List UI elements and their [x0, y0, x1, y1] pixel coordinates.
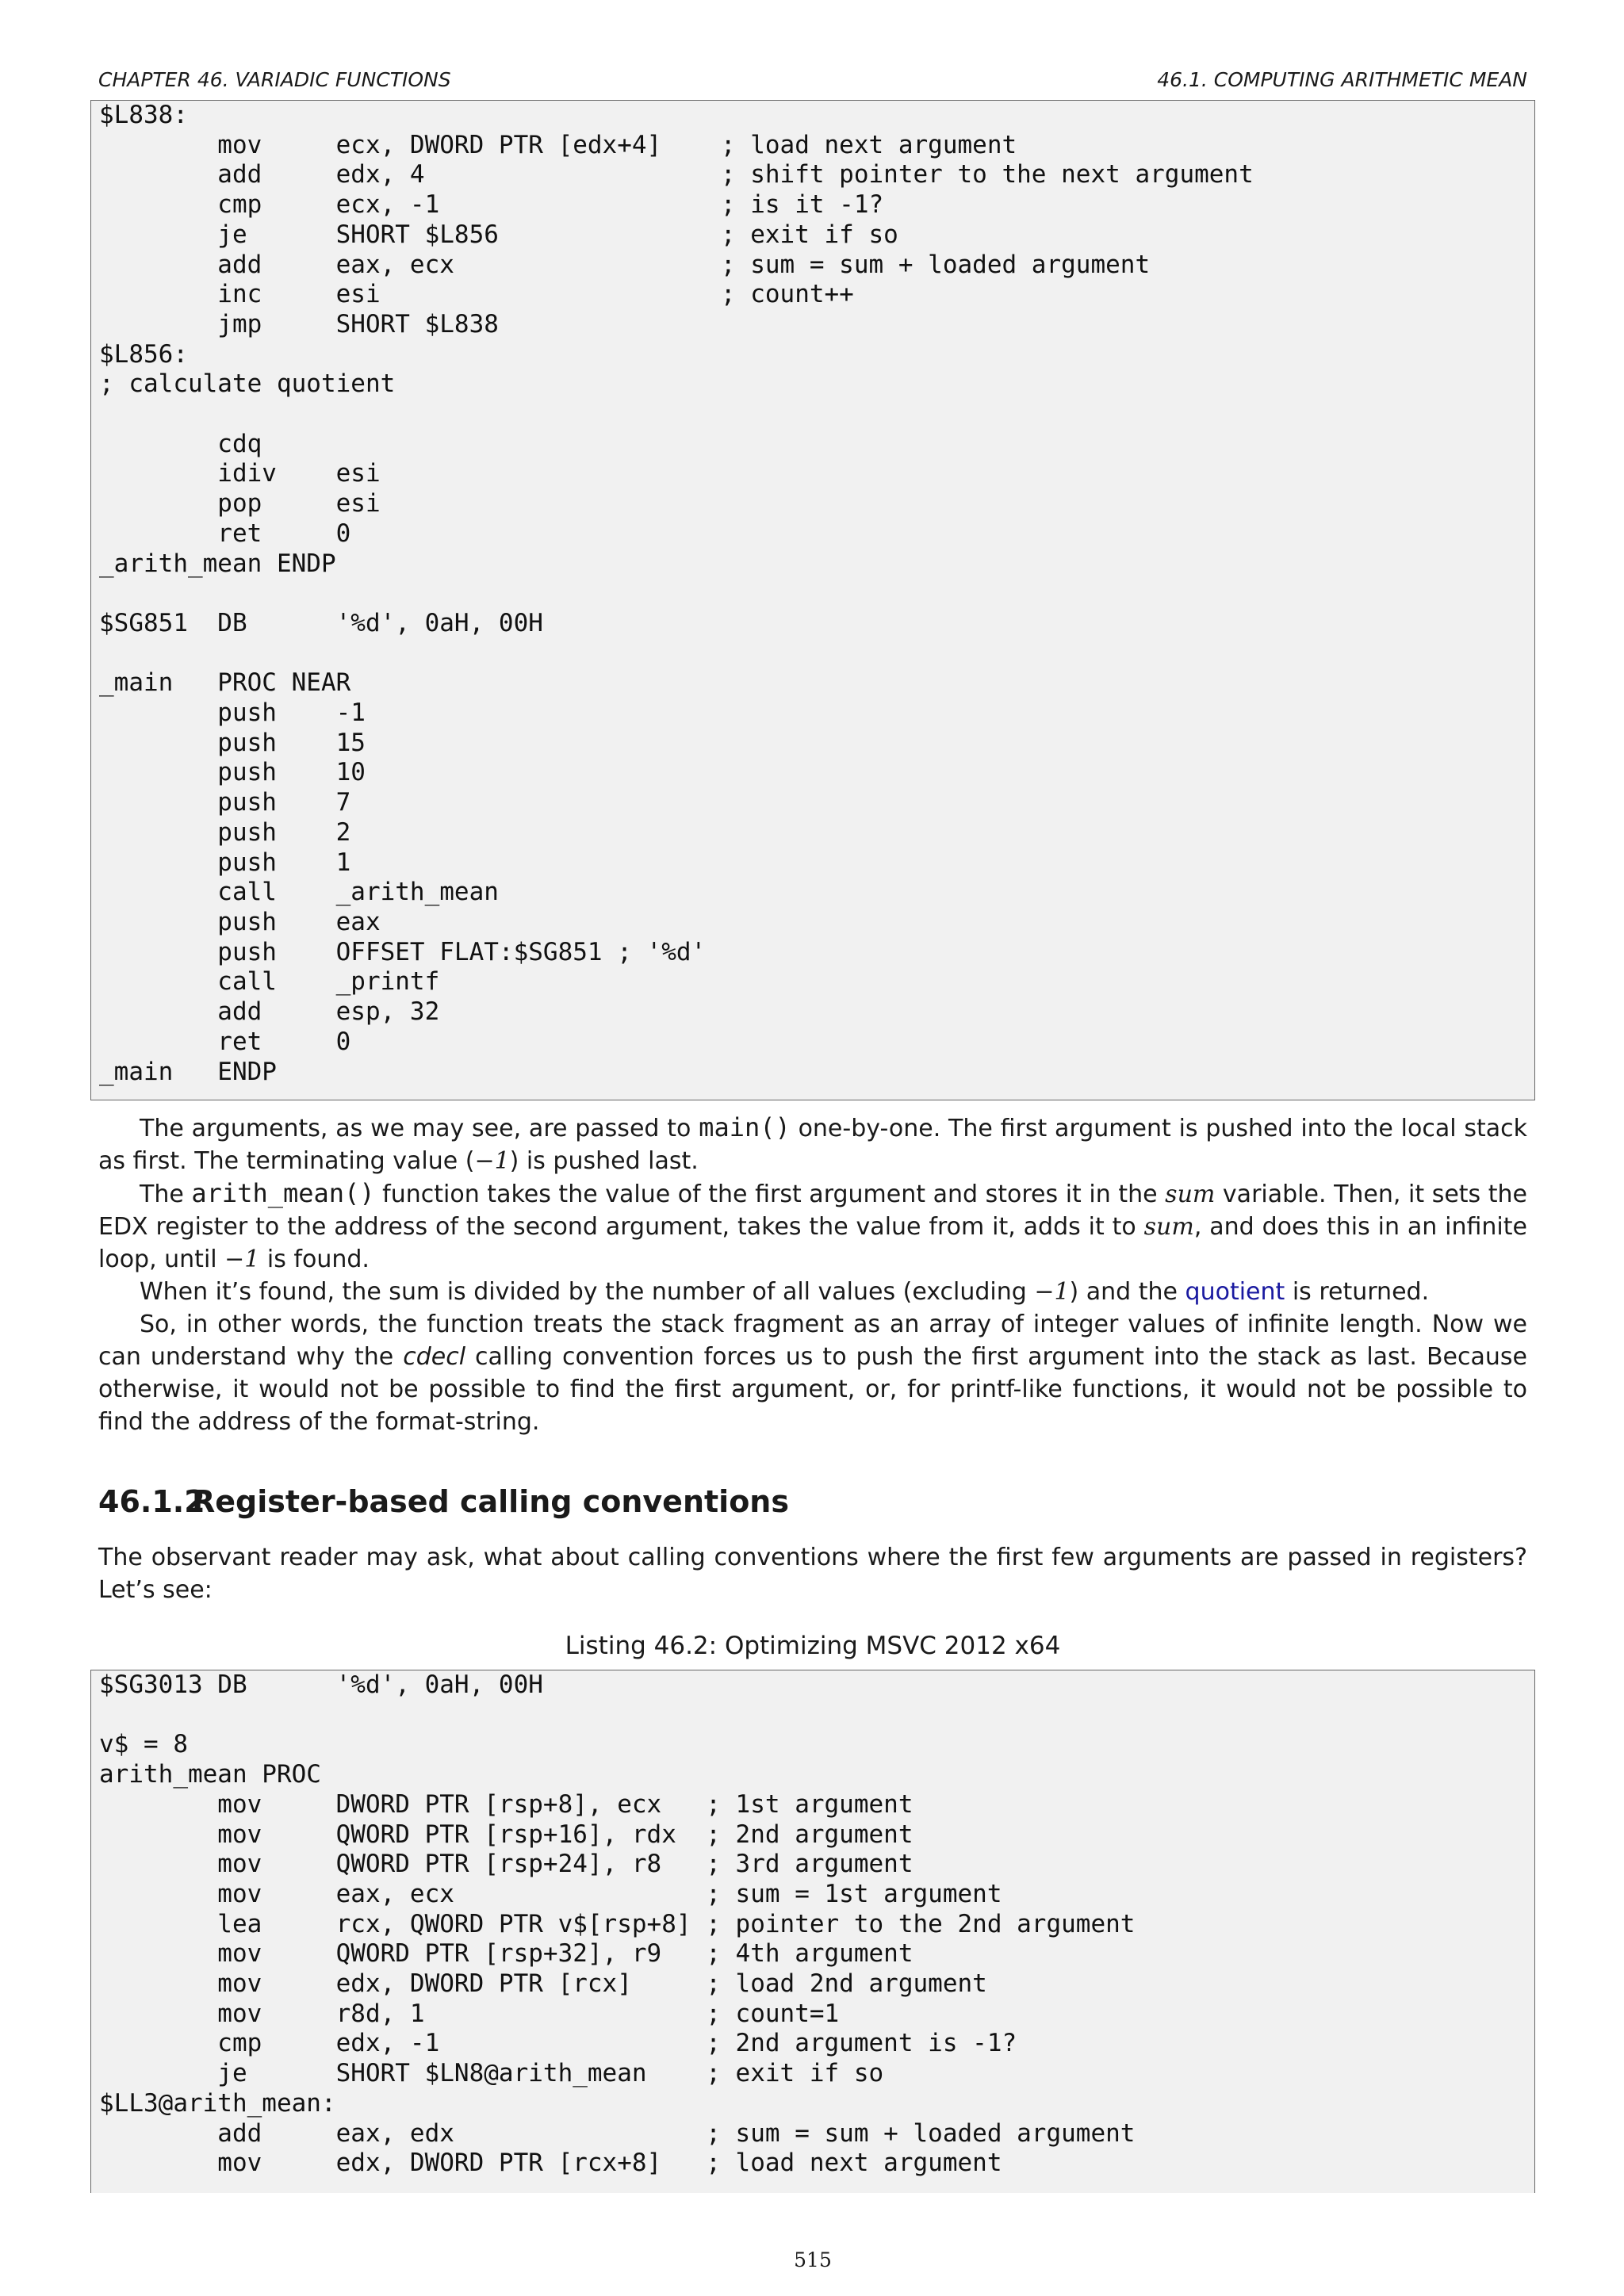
- inline-code-main: main(): [699, 1112, 791, 1142]
- section-title: 46.1. COMPUTING ARITHMETIC MEAN: [1157, 68, 1527, 91]
- code-listing-text: $SG3013 DB '%d', 0aH, 00H v$ = 8 arith_mean PROC mov DWORD PTR [rsp+8], ecx ; 1st argument mov QWORD PTR [rsp+16], rdx ; 2nd argument mov QWORD PTR [rsp+24], r8 ; 3rd argument mov eax, ecx ; sum = 1st argument lea rcx, QWORD PTR v$[rsp+8] ; pointer to the 2nd argument mov QWORD PTR [rsp+32], r9 ; 4th argument mov edx, DWORD PTR [rcx] ; load 2nd argument mov r8d, 1 ; count=1 cmp edx, -1 ; 2nd argument is -1? je SHORT $LN8@arith_mean ; exit if so $LL3@arith_mean: add eax, edx ; sum = sum + loaded argument mov edx, DWORD PTR [rcx+8] ; load next argument: [99, 1670, 1136, 2178]
- chapter-title: CHAPTER 46. VARIADIC FUNCTIONS: [98, 68, 451, 91]
- page-number: 515: [794, 2248, 832, 2271]
- code-listing-msvc-x86: [90, 100, 1535, 1100]
- paragraph-stack-fragment: So, in other words, the function treats the stack fragment as an array of integer values of infinite length. Now we can understand why the cdecl calling convention forces us to push the first argument into the stack as last. Because otherwise, it would not be possible to find the first argument, or, for printf-like functions, it would not be possible to find the address of the format-string.: [98, 1311, 1527, 1436]
- body-text-section: [98, 1541, 1527, 1606]
- listing-caption: Listing 46.2: Optimizing MSVC 2012 x64: [565, 1632, 1061, 1660]
- section-heading: [98, 1484, 789, 1519]
- inline-code-arith-mean: arith_mean(): [191, 1178, 375, 1208]
- paragraph-quotient: When it’s found, the sum is divided by the number of all values (excluding −1) and the quotient is returned.: [140, 1278, 1430, 1306]
- quotient-link[interactable]: quotient: [1185, 1278, 1285, 1306]
- body-text: [98, 1112, 1527, 1438]
- section-number: 46.1.2: [98, 1484, 205, 1519]
- paragraph-arith-mean: The arith_mean() function takes the value of the first argument and stores it in the sum variable. Then, it sets the EDX register to the address of the second argument, takes the value from it, adds it to sum, and does this in an infinite loop, until −1 is found.: [98, 1178, 1527, 1273]
- code-listing-text: $L838: mov ecx, DWORD PTR [edx+4] ; load next argument add edx, 4 ; shift pointer to the next argument cmp ecx, -1 ; is it -1? je SHORT $L856 ; exit if so add eax, ecx ; sum = sum + loaded argument inc esi ; count++ jmp SHORT $L838 $L856: ; calculate quotient cdq idiv esi pop esi ret 0 _arith_mean ENDP $SG851 DB '%d', 0aH, 00H _main PROC NEAR push -1 push 15 push 10 push 7 push 2 push 1 call _arith_mean push eax push OFFSET FLAT:$SG851 ; '%d' call _printf add esp, 32 ret 0 _main ENDP: [99, 101, 1254, 1086]
- code-listing-msvc-x64: [90, 1670, 1535, 2193]
- section-heading-title: Register-based calling conventions: [192, 1484, 789, 1519]
- running-header: [98, 68, 1527, 101]
- paragraph-observant-reader: The observant reader may ask, what about calling conventions where the first few arguments are passed in registers? Let’s see:: [98, 1544, 1527, 1604]
- paragraph-arguments: The arguments, as we may see, are passed to main() one-by-one. The first argument is pushed into the local stack as first. The terminating value (−1) is pushed last.: [98, 1112, 1527, 1175]
